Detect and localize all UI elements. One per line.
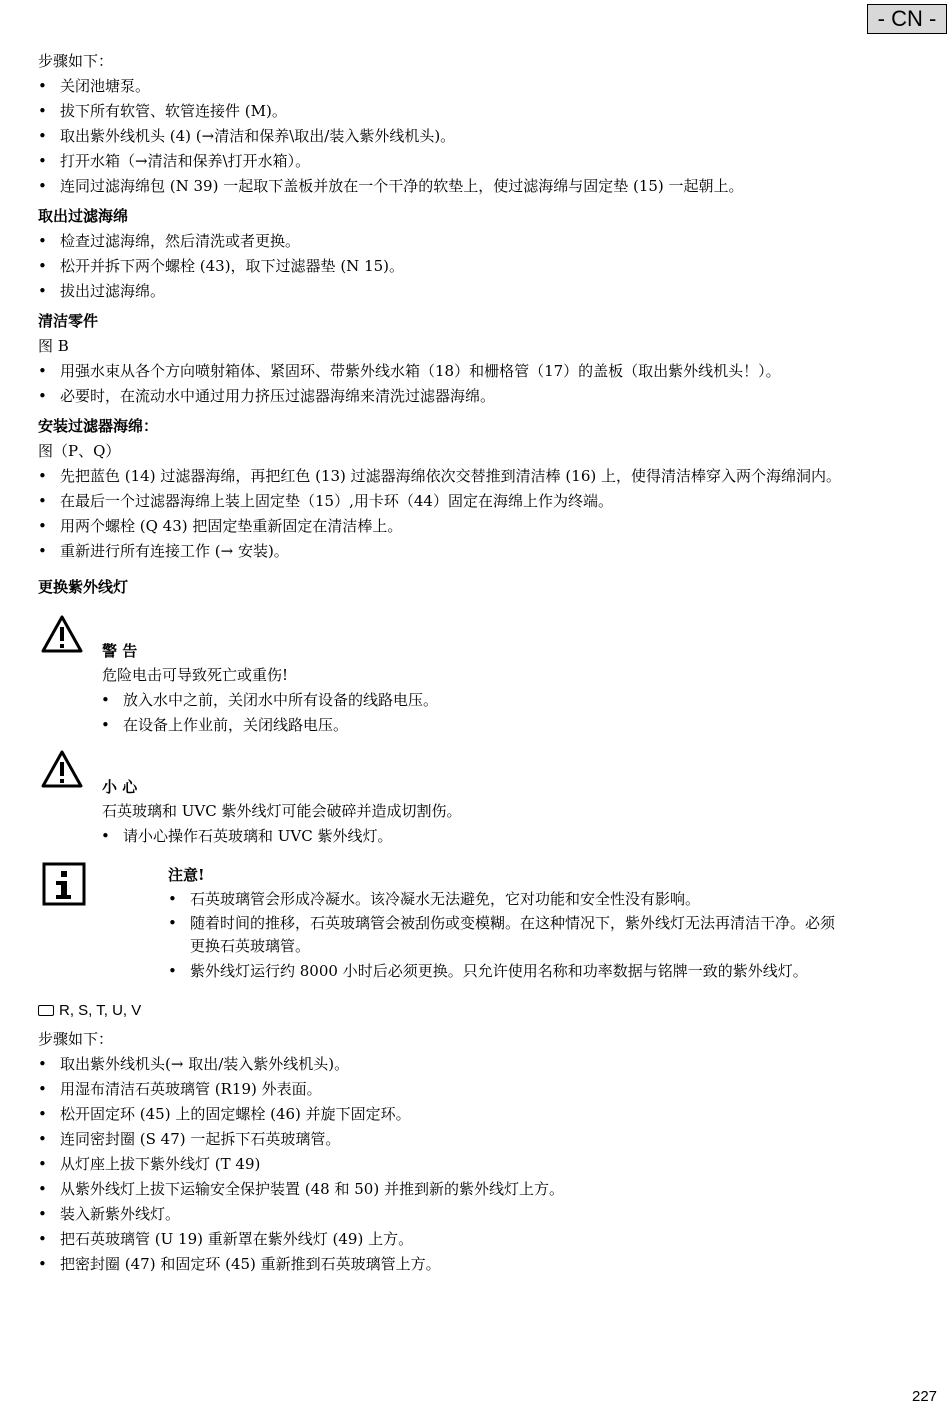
list-item: • 放入水中之前，关闭水中所有设备的线路电压。 [123,689,438,711]
warning-triangle-icon [40,614,84,658]
list-item: • 连同过滤海绵包 (N 39) 一起取下盖板并放在一个干净的软垫上，使过滤海绵与固定垫 (15) 一起朝上。 [60,175,744,197]
info-icon [42,862,86,910]
list-item: • 石英玻璃管会形成冷凝水。该冷凝水无法避免，它对功能和安全性没有影响。 [190,888,700,910]
section-heading-clean-parts: 清洁零件 [38,312,99,330]
warning-title: 警 告 [102,642,138,660]
list-item: • 拔下所有软管、软管连接件 (M)。 [60,100,287,122]
page-number: 227 [912,1388,938,1405]
list-item: • 松开固定环 (45) 上的固定螺栓 (46) 并旋下固定环。 [60,1103,411,1125]
list-item: • 从紫外线灯上拔下运输安全保护装置 (48 和 50) 并推到新的紫外线灯上方。 [60,1178,564,1200]
caution-triangle-icon [40,749,84,793]
list-item: • 松开并拆下两个螺栓 (43)，取下过滤器垫 (N 15)。 [60,255,404,277]
caution-title: 小 心 [102,778,138,796]
section-heading-replace-uv-lamp: 更换紫外线灯 [38,578,129,596]
list-item: • 关闭池塘泵。 [60,75,150,97]
caution-text: 石英玻璃和 UVC 紫外线灯可能会破碎并造成切割伤。 [102,802,462,820]
figure-list: R, S, T, U, V [59,1002,142,1019]
list-item: • 随着时间的推移，石英玻璃管会被刮伤或变模糊。在这种情况下，紫外线灯无法再清洁干净。必须 [190,912,835,934]
figure-box-icon [38,1005,54,1016]
figure-reference [38,1000,141,1022]
figure-reference: 图（P、Q） [38,442,121,460]
list-item: • 装入新紫外线灯。 [60,1203,180,1225]
list-item: • 检查过滤海绵，然后清洗或者更换。 [60,230,300,252]
list-item: • 请小心操作石英玻璃和 UVC 紫外线灯。 [123,825,393,847]
list-item: • 重新进行所有连接工作 (→ 安装)。 [60,540,289,562]
list-item: • 取出紫外线机头(→ 取出/装入紫外线机头)。 [60,1053,349,1075]
list-item: • 从灯座上拔下紫外线灯 (T 49) [60,1153,260,1175]
note-title: 注意! [168,866,205,884]
language-tag: - CN - [867,4,947,34]
list-item: • 用湿布清洁石英玻璃管 (R19) 外表面。 [60,1078,322,1100]
list-item: • 取出紫外线机头 (4) (→清洁和保养\取出/装入紫外线机头)。 [60,125,455,147]
list-item: • 紫外线灯运行约 8000 小时后必须更换。只允许使用名称和功率数据与铭牌一致的紫外线灯。 [190,960,808,982]
figure-reference: 图 B [38,337,69,355]
list-item: • 用两个螺栓 (Q 43) 把固定垫重新固定在清洁棒上。 [60,515,402,537]
section-heading-remove-sponge: 取出过滤海绵 [38,207,129,225]
section-heading-install-sponge: 安装过滤器海绵： [38,417,159,435]
list-item: • 在设备上作业前，关闭线路电压。 [123,714,348,736]
list-item: • 把密封圈 (47) 和固定环 (45) 重新推到石英玻璃管上方。 [60,1253,441,1275]
list-item: • 把石英玻璃管 (U 19) 重新罩在紫外线灯 (49) 上方。 [60,1228,413,1250]
list-item: • 用强水束从各个方向喷射箱体、紧固环、带紫外线水箱（18）和栅格管（17）的盖板（取出紫外线机头！）。 [60,360,781,382]
list-item: • 打开水箱（→清洁和保养\打开水箱）。 [60,150,310,172]
list-item: • 在最后一个过滤器海绵上装上固定垫（15）,用卡环（44）固定在海绵上作为终端。 [60,490,613,512]
list-item: • 必要时，在流动水中通过用力挤压过滤器海绵来清洗过滤器海绵。 [60,385,495,407]
list-item-continuation: 更换石英玻璃管。 [190,937,311,955]
section6-intro: 步骤如下： [38,1030,114,1048]
warning-text: 危险电击可导致死亡或重伤! [102,666,289,684]
list-item: • 拔出过滤海绵。 [60,280,165,302]
list-item: • 连同密封圈 (S 47) 一起拆下石英玻璃管。 [60,1128,340,1150]
section1-intro: 步骤如下： [38,52,114,70]
list-item: • 先把蓝色 (14) 过滤器海绵，再把红色 (13) 过滤器海绵依次交替推到清洁棒 (16) 上，使得清洁棒穿入两个海绵洞内。 [60,465,841,487]
